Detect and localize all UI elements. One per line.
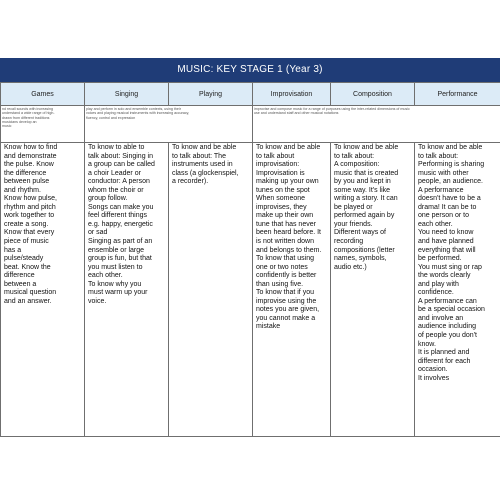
column-header-improvisation: Improvisation — [253, 83, 331, 106]
content-playing: To know and be able to talk about: The instruments used in class (a glockenspiel, a recorder). — [169, 143, 253, 437]
curriculum-sheet — [0, 58, 500, 438]
column-header-singing: Singing — [85, 83, 169, 106]
content-performance: To know and be able to talk about: Performing is sharing music with other people, an audience. A performance doesn't have to be a drama! It can be to one person or to each other. You need to know and have planned everything that will be performed. You must sing or rap the words clearly and play with confidence. A performance can be a special occasion and involve an audience including of people you don't know. It is planned and different for each occasion. It involves — [415, 143, 500, 437]
content-row — [1, 143, 500, 437]
objective-games: nd recall sounds with increasing understand a wide range of high- drawn from different traditions musicians develop an music — [1, 106, 85, 143]
header-row — [1, 83, 500, 106]
column-header-composition: Composition — [331, 83, 415, 106]
objective-improvisation-composition-performance: improvise and compose music for a range of purposes using the inter-related dimensions of music use and understand staff and other musical notations — [253, 106, 500, 143]
content-games: Know how to find and demonstrate the pulse. Know the difference between pulse and rhythm. Know how pulse, rhythm and pitch work together to create a song. Know that every piece of music has a pulse/steady beat. Know the difference between a musical question and an answer. — [1, 143, 85, 437]
content-singing: To know to able to talk about: Singing in a group can be called a choir Leader or conductor: A person whom the choir or group follow. Songs can make you feel different things e.g. happy, energetic or sad Singing as part of an ensemble or large group is fun, but that you must listen to each other. To know why you must warm up your voice. — [85, 143, 169, 437]
curriculum-table — [0, 82, 500, 437]
sheet-title: MUSIC: KEY STAGE 1 (Year 3) — [0, 58, 500, 82]
objective-singing-playing: play and perform in solo and ensemble contexts, using their voices and playing musical instruments with increasing accuracy, fluency, control and expression — [85, 106, 253, 143]
content-composition: To know and be able to talk about: A composition: music that is created by you and kept in some way. It's like writing a story. It can be played or performed again by your friends. Different ways of recording compositions (letter names, symbols, audio etc.) — [331, 143, 415, 437]
column-header-playing: Playing — [169, 83, 253, 106]
objectives-row — [1, 106, 500, 143]
column-header-games: Games — [1, 83, 85, 106]
column-header-performance: Performance — [415, 83, 500, 106]
content-improvisation: To know and be able to talk about improvisation: Improvisation is making up your own tunes on the spot When someone improvises, they make up their own tune that has never been heard before. It is not written down and belongs to them. To know that using one or two notes confidently is better than using five. To know that if you improvise using the notes you are given, you cannot make a mistake — [253, 143, 331, 437]
